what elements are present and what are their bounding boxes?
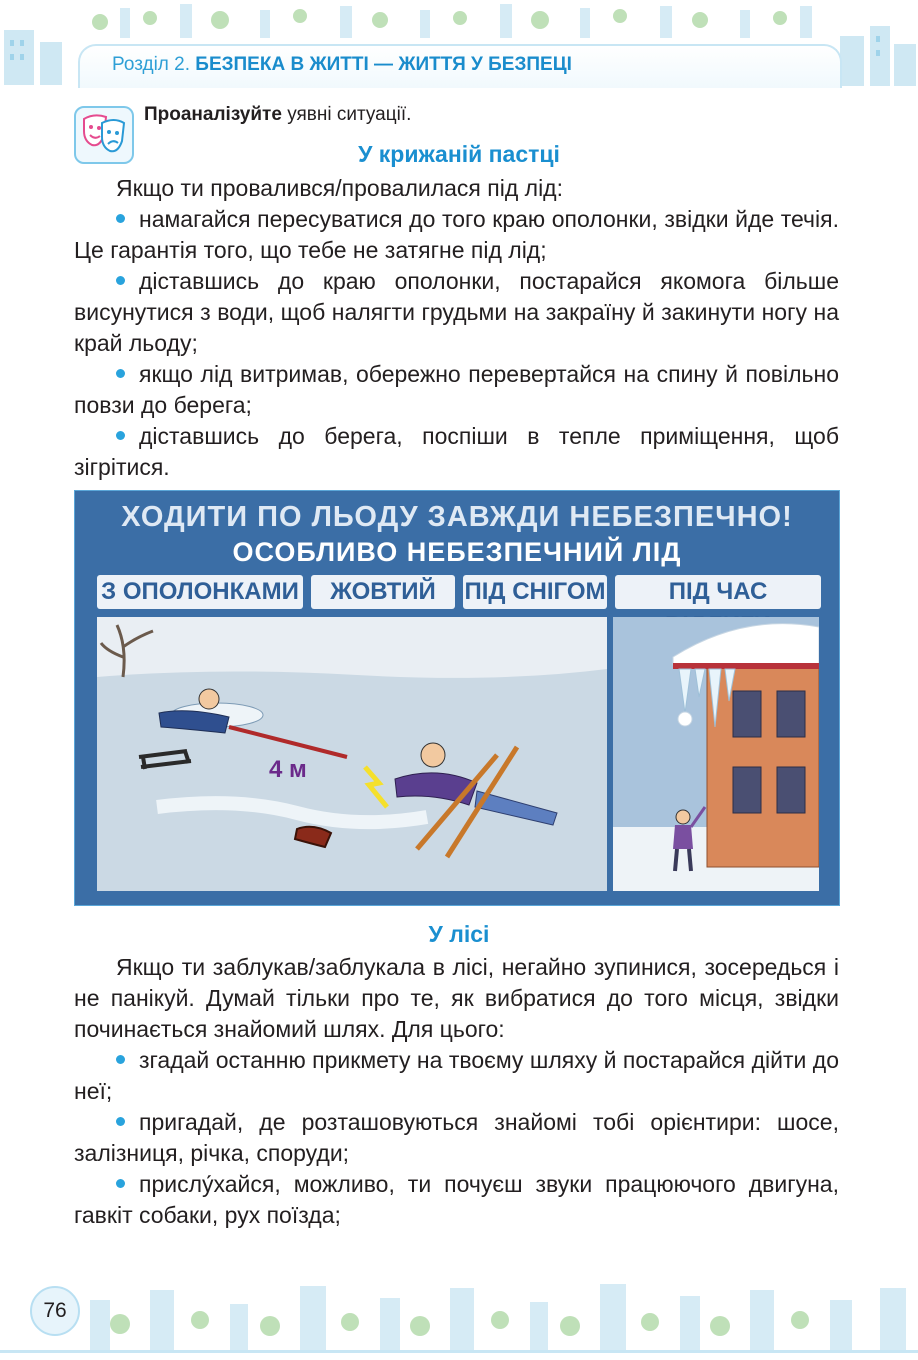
- thaw-building-scene: [613, 617, 819, 891]
- bullet-text: прислу́хайся, можливо, ти почуєш звуки працюючого двигуна, гавкіт собаки, рух поїзда;: [74, 1171, 839, 1228]
- ice-bullet-4: [74, 421, 839, 483]
- bullet-dot: [116, 431, 125, 440]
- ice-section-title: У крижаній пастці: [358, 141, 560, 167]
- task-verb: Проаналізуйте: [144, 104, 282, 125]
- bullet-text: пригадай, де розташовуються знайомі тобі орієнтири: шосе, залізниця, річка, споруди;: [74, 1109, 839, 1166]
- bullet-dot: [116, 276, 125, 285]
- ice-bullet-1: [74, 204, 839, 266]
- bullet-text: якщо лід витримав, обережно перевертайся на спину й повільно повзи до берега;: [74, 361, 839, 418]
- page-number: 76: [30, 1286, 80, 1336]
- ice-bullet-3: [74, 359, 839, 421]
- forest-text: [74, 952, 839, 1231]
- distance-label: 4 м: [269, 756, 307, 783]
- poster-tab-snow: ПІД СНІГОМ: [463, 575, 607, 609]
- bullet-text: діставшись до берега, поспіши в тепле приміщення, щоб зігрітися.: [74, 423, 839, 480]
- running-header: [112, 54, 572, 76]
- forest-section-title: У лісі: [428, 921, 490, 947]
- poster-subtitle: ОСОБЛИВО НЕБЕЗПЕЧНИЙ ЛІД: [232, 537, 682, 567]
- ice-bullet-2: [74, 266, 839, 359]
- bullet-dot: [116, 369, 125, 378]
- forest-bullet-3: [74, 1169, 839, 1231]
- bullet-text: намагайся пересуватися до того краю ополонки, звідки йде течія. Це гарантія того, що тебе не затягне під лід;: [74, 206, 839, 263]
- bottom-skyline-decoration: [0, 1270, 918, 1360]
- ice-text: [74, 173, 839, 483]
- bullet-dot: [116, 214, 125, 223]
- poster-tab-thaw: ПІД ЧАС: [615, 575, 821, 609]
- section-prefix: Розділ 2.: [112, 54, 191, 75]
- task-instruction: [144, 104, 411, 126]
- bullet-text: згадай останню прикмету на твоєму шляху й постарайся дійти до неї;: [74, 1047, 839, 1104]
- forest-bullet-2: [74, 1107, 839, 1169]
- ice-intro: Якщо ти провалився/провалилася під лід:: [116, 175, 563, 201]
- bullet-text: діставшись до краю ополонки, постарайся якомога більше висунутися з води, щоб налягти грудьми на закраїну й закинути ногу на край льоду;: [74, 268, 839, 356]
- task-rest: уявні ситуації.: [281, 104, 412, 125]
- bullet-dot: [116, 1179, 125, 1188]
- forest-bullet-1: [74, 1045, 839, 1107]
- ice-rescue-scene: [97, 617, 607, 891]
- section-title: БЕЗПЕКА В ЖИТТІ — ЖИТТЯ У БЕЗПЕЦІ: [195, 54, 572, 75]
- poster-tab-yellow: ЖОВТИЙ: [311, 575, 455, 609]
- poster-tab-holes: З ОПОЛОНКАМИ: [97, 575, 303, 609]
- forest-intro: Якщо ти заблукав/заблукала в лісі, негайно зупинися, зосередься і не панікуй. Думай тільки про те, як вибратися до того місця, звідки починається знайомий шлях. Для цього:: [74, 954, 839, 1042]
- bullet-dot: [116, 1055, 125, 1064]
- bullet-dot: [116, 1117, 125, 1126]
- poster-title: ХОДИТИ ПО ЛЬОДУ ЗАВЖДИ НЕБЕЗПЕЧНО!: [121, 501, 793, 533]
- ice-safety-poster: [74, 490, 840, 906]
